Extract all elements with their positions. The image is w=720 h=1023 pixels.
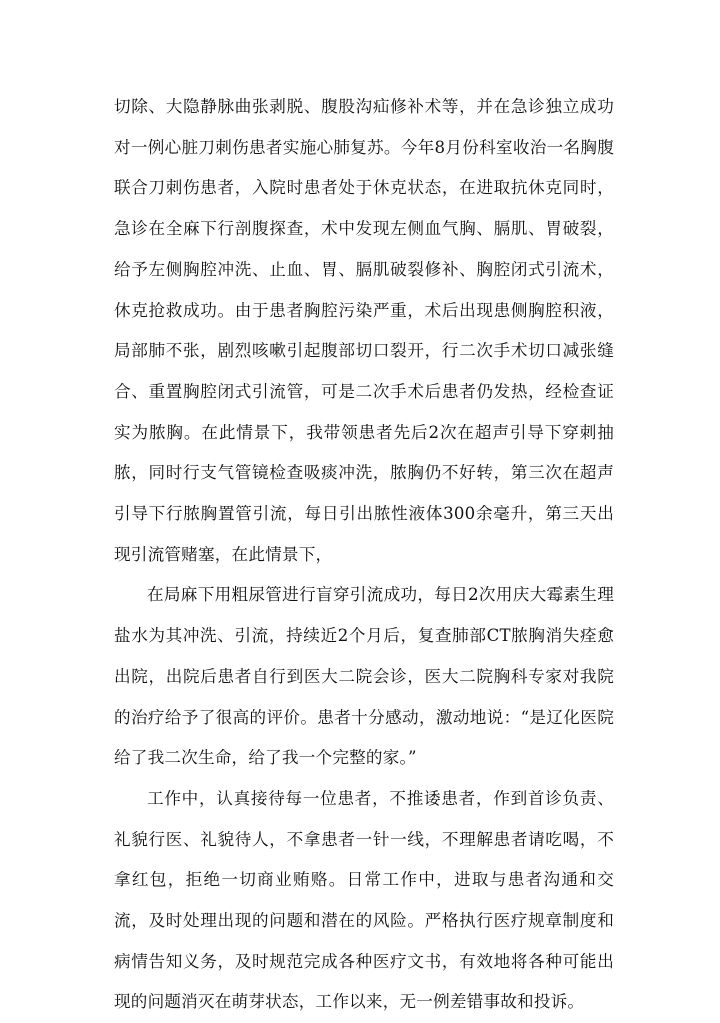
document-body	[114, 87, 614, 1023]
paragraph-3: 工作中，认真接待每一位患者，不推诿患者，作到首诊负责、礼貌行医、礼貌待人，不拿患者一针一线，不理解患者请吃喝，不拿红包，拒绝一切商业贿赂。日常工作中，进取与患者沟通和交流，及时处理出现的问题和潜在的风险。严格执行医疗规章制度和病情告知义务，及时规范完成各种医疗文书，有效地将各种可能出现的问题消灭在萌芽状态，工作以来，无一例差错事故和投诉。	[114, 788, 614, 1012]
paragraph-2: 在局麻下用粗尿管进行盲穿引流成功，每日2次用庆大霉素生理盐水为其冲洗、引流，持续近2个月后，复查肺部CT脓胸消失痊愈出院，出院后患者自行到医大二院会诊，医大二院胸科专家对我院的治疗给予了很高的评价。患者十分感动，激动地说：“是辽化医院给了我二次生命，给了我一个完整的家。”	[114, 585, 614, 768]
paragraph-1: 切除、大隐静脉曲张剥脱、腹股沟疝修补术等，并在急诊独立成功对一例心脏刀刺伤患者实施心肺复苏。今年8月份科室收治一名胸腹联合刀刺伤患者，入院时患者处于休克状态，在进取抗休克同时，急诊在全麻下行剖腹探查，术中发现左侧血气胸、膈肌、胃破裂，给予左侧胸腔冲洗、止血、胃、膈肌破裂修补、胸腔闭式引流术，休克抢救成功。由于患者胸腔污染严重，术后出现患侧胸腔积液，局部肺不张，剧烈咳嗽引起腹部切口裂开，行二次手术切口减张缝合、重置胸腔闭式引流管，可是二次手术后患者仍发热，经检查证实为脓胸。在此情景下，我带领患者先后2次在超声引导下穿刺抽脓，同时行支气管镜检查吸痰冲洗，脓胸仍不好转，第三次在超声引导下行脓胸置管引流，每日引出脓性液体300余毫升，第三天出现引流管赌塞，在此情景下，	[114, 97, 614, 564]
